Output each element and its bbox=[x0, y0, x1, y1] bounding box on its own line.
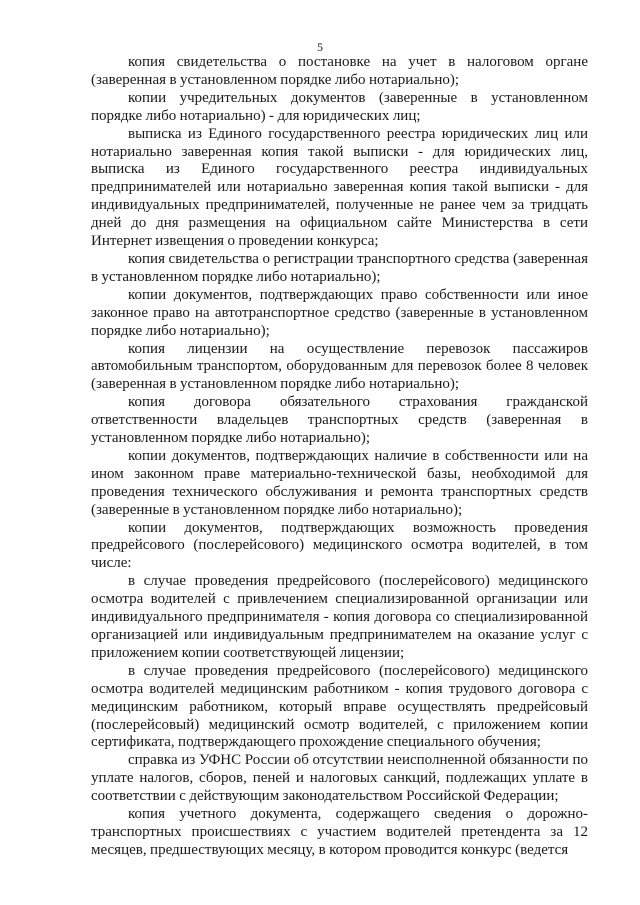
document-body bbox=[91, 54, 588, 860]
paragraph: копии документов, подтверждающих возможность проведения предрейсового (послерейсового) медицинского осмотра водителей, в том числе: bbox=[91, 519, 588, 572]
paragraph: копия лицензии на осуществление перевозок пассажиров автомобильным транспортом, оборудованным для перевозок более 8 человек (заверенная в установленном порядке либо нотариально); bbox=[91, 340, 588, 393]
paragraph: копия свидетельства о регистрации транспортного средства (заверенная в установленном порядке либо нотариально); bbox=[91, 250, 588, 285]
paragraph: в случае проведения предрейсового (послерейсового) медицинского осмотра водителей медицинским работником - копия трудового договора с медицинским работником, который вправе осуществлять предрейсовый (послерейсовый) медицинский осмотр водителей, с приложением копии сертификата, подтверждающего прохождение специального обучения; bbox=[91, 662, 588, 751]
paragraph: справка из УФНС России об отсутствии неисполненной обязанности по уплате налогов, сборов, пеней и налоговых санкций, подлежащих уплате в соответствии с действующим законодательством Российской Федерации; bbox=[91, 752, 588, 805]
paragraph: копии документов, подтверждающих наличие в собственности или на ином законном праве материально-технической базы, необходимой для проведения технического обслуживания и ремонта транспортных средств (заверенные в установленном порядке либо нотариально); bbox=[91, 447, 588, 518]
paragraph: выписка из Единого государственного реестра юридических лиц или нотариально заверенная копия такой выписки - для юридических лиц, выписка из Единого государственного реестра индивидуальных предпринимателей или нотариально заверенная копия такой выписки - для индивидуальных предпринимателей, полученные не ранее чем за тридцать дней до дня размещения на официальном сайте Министерства в сети Интернет извещения о проведении конкурса; bbox=[91, 125, 588, 250]
page-number: 5 bbox=[317, 40, 323, 54]
paragraph: в случае проведения предрейсового (послерейсового) медицинского осмотра водителей с привлечением специализированной организации или индивидуального предпринимателя - копия договора со специализированной организацией или индивидуальным предпринимателем на оказание услуг с приложением копии соответствующей лицензии; bbox=[91, 573, 588, 661]
paragraph: копии учредительных документов (заверенные в установленном порядке либо нотариально) - для юридических лиц; bbox=[91, 89, 588, 124]
paragraph: копии документов, подтверждающих право собственности или иное законное право на автотранспортное средство (заверенные в установленном порядке либо нотариально); bbox=[91, 286, 588, 339]
paragraph: копия свидетельства о постановке на учет в налоговом органе (заверенная в установленном порядке либо нотариально); bbox=[91, 54, 588, 88]
paragraph: копия учетного документа, содержащего сведения о дорожно-транспортных происшествиях с участием водителей претендента за 12 месяцев, предшествующих месяцу, в котором проводится конкурс (ведется bbox=[91, 806, 588, 858]
paragraph: копия договора обязательного страхования гражданской ответственности владельцев транспортных средств (заверенная в установленном порядке либо нотариально); bbox=[91, 394, 588, 447]
